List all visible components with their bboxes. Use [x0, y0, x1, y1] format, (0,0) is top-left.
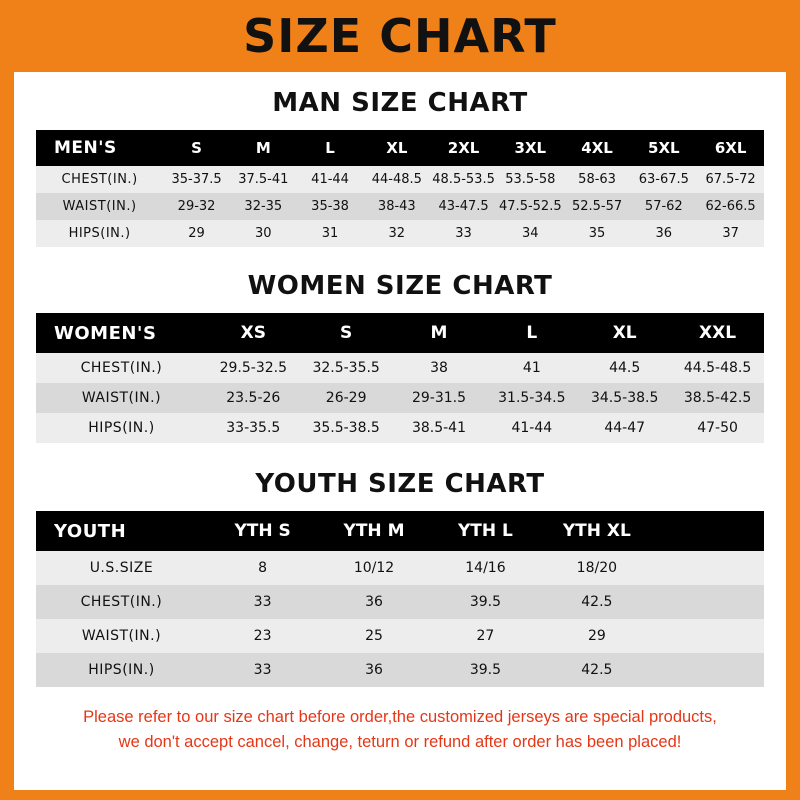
women-r0-c6: 44.5-48.5: [683, 360, 752, 376]
men-header-cell-0: MEN'S: [54, 138, 117, 158]
youth-r0-c0: U.S.SIZE: [89, 560, 154, 576]
men-header-cell-3: L: [325, 139, 335, 157]
women-r1-c4: 31.5-34.5: [498, 390, 566, 406]
youth-r1-c3: 39.5: [469, 594, 502, 610]
men-r0-c5: 48.5-53.5: [432, 172, 495, 187]
men-r1-c9: 62-66.5: [705, 199, 756, 214]
women-r1-c2: 26-29: [325, 390, 367, 406]
chart-content: [14, 88, 786, 755]
women-r1-c0: WAIST(IN.): [81, 390, 162, 406]
youth-r2-c0: WAIST(IN.): [81, 628, 162, 644]
women-r2-c3: 38.5-41: [411, 420, 466, 436]
women-r2-c5: 44-47: [604, 420, 646, 436]
youth-table-body: [36, 551, 764, 687]
men-r0-c3: 41-44: [311, 172, 349, 187]
women-r0-c4: 41: [522, 360, 541, 376]
men-header-cell-4: XL: [386, 139, 408, 157]
header-banner: [0, 0, 800, 72]
men-r2-c7: 35: [588, 226, 606, 241]
youth-r2-c5: [653, 619, 764, 653]
men-r1-c3: 35-38: [311, 199, 349, 214]
women-r2-c6: 47-50: [697, 420, 738, 436]
youth-r3-c1: 33: [253, 662, 272, 678]
women-r1-c1: 23.5-26: [226, 390, 281, 406]
women-size-table: [36, 313, 764, 443]
women-header-cell-0: WOMEN'S: [54, 322, 157, 344]
youth-r3-c3: 39.5: [469, 662, 502, 678]
youth-r1-c1: 33: [253, 594, 272, 610]
table-row: [36, 383, 764, 413]
women-r2-c2: 35.5-38.5: [312, 420, 380, 436]
youth-r1-c4: 42.5: [581, 594, 613, 610]
women-header-cell-1: XS: [240, 323, 266, 343]
youth-table-head: [36, 511, 764, 551]
men-table-body: [36, 166, 764, 247]
women-r2-c0: HIPS(IN.): [88, 420, 155, 436]
table-row: [36, 619, 764, 653]
men-header-cell-2: M: [255, 139, 271, 157]
table-row: [36, 585, 764, 619]
youth-r1-c5: [653, 585, 764, 619]
table-row: [36, 193, 764, 220]
men-r0-c1: 35-37.5: [171, 172, 222, 187]
women-r0-c1: 29.5-32.5: [219, 360, 287, 376]
youth-size-table-wrapper: [36, 511, 764, 687]
men-r0-c4: 44-48.5: [371, 172, 422, 187]
men-r1-c2: 32-35: [244, 199, 283, 214]
men-header-cell-5: 2XL: [447, 139, 480, 157]
women-header-cell-4: L: [526, 323, 538, 343]
youth-header-cell-4: YTH XL: [562, 521, 631, 541]
youth-r0-c4: 18/20: [576, 560, 618, 576]
youth-r3-c5: [653, 653, 764, 687]
women-section-title: WOMEN SIZE CHART: [247, 271, 553, 301]
youth-r0-c2: 10/12: [353, 560, 395, 576]
men-r1-c0: WAIST(IN.): [62, 199, 137, 214]
women-r0-c2: 32.5-35.5: [312, 360, 380, 376]
table-row: [36, 551, 764, 585]
youth-r2-c3: 27: [476, 628, 495, 644]
men-r2-c2: 30: [255, 226, 272, 241]
youth-r1-c0: CHEST(IN.): [80, 594, 163, 610]
men-section-title: MAN SIZE CHART: [272, 88, 528, 118]
youth-r2-c2: 25: [365, 628, 383, 644]
youth-r3-c2: 36: [365, 662, 383, 678]
men-r2-c5: 33: [455, 226, 472, 241]
men-header-cell-1: S: [191, 139, 202, 157]
men-size-table-wrapper: [36, 130, 764, 247]
men-r1-c8: 57-62: [644, 199, 683, 214]
men-r2-c1: 29: [188, 226, 205, 241]
youth-r2-c1: 23: [253, 628, 272, 644]
women-r1-c6: 38.5-42.5: [683, 390, 752, 406]
women-r2-c4: 41-44: [511, 420, 553, 436]
men-table-head: [36, 130, 764, 166]
men-r0-c7: 58-63: [578, 172, 616, 187]
men-r1-c6: 47.5-52.5: [499, 199, 562, 214]
men-header-cell-7: 4XL: [581, 139, 613, 157]
youth-r3-c4: 42.5: [581, 662, 613, 678]
youth-section-title: YOUTH SIZE CHART: [255, 469, 545, 499]
women-header-cell-3: M: [430, 323, 448, 343]
women-r0-c3: 38: [430, 360, 448, 376]
men-r1-c1: 29-32: [177, 199, 216, 214]
women-header-cell-5: XL: [612, 323, 637, 343]
youth-header-cell-1: YTH S: [234, 521, 291, 541]
women-header-cell-6: XXL: [699, 323, 737, 343]
women-table-head: [36, 313, 764, 353]
men-size-table: [36, 130, 764, 247]
men-r0-c2: 37.5-41: [238, 172, 289, 187]
men-header-row: [36, 130, 764, 166]
youth-r0-c5: [653, 551, 764, 585]
women-r0-c0: CHEST(IN.): [80, 360, 163, 376]
men-r1-c4: 38-43: [377, 199, 416, 214]
men-r1-c7: 52.5-57: [571, 199, 623, 214]
women-r0-c5: 44.5: [609, 360, 641, 376]
youth-header-cell-3: YTH L: [457, 521, 513, 541]
women-table-body: [36, 353, 764, 443]
table-row: [36, 353, 764, 383]
page-title: SIZE CHART: [243, 9, 557, 63]
men-r2-c3: 31: [321, 226, 339, 241]
men-header-cell-6: 3XL: [514, 139, 547, 157]
youth-r0-c3: 14/16: [465, 560, 506, 576]
men-r0-c8: 63-67.5: [638, 172, 689, 187]
men-header-cell-9: 6XL: [714, 139, 747, 157]
table-row: [36, 653, 764, 687]
youth-size-table: [36, 511, 764, 687]
women-r1-c5: 34.5-38.5: [590, 390, 659, 406]
women-header-cell-2: S: [340, 323, 353, 343]
table-row: [36, 166, 764, 193]
table-row: [36, 413, 764, 443]
men-r2-c8: 36: [655, 226, 673, 241]
youth-header-cell-0: YOUTH: [54, 520, 127, 542]
youth-header-row: [36, 511, 764, 551]
men-r0-c9: 67.5-72: [705, 172, 756, 187]
men-r2-c4: 32: [388, 226, 406, 241]
youth-header-cell-5: [653, 511, 764, 551]
disclaimer-line-2: we don't accept cancel, change, teturn or refund after order has been placed!: [118, 732, 682, 751]
disclaimer-note: [36, 705, 764, 755]
youth-header-cell-2: YTH M: [343, 521, 405, 541]
men-r2-c6: 34: [522, 226, 539, 241]
women-size-table-wrapper: [36, 313, 764, 443]
women-r1-c3: 29-31.5: [411, 390, 466, 406]
disclaimer-line-1: Please refer to our size chart before order,the customized jerseys are special products,: [83, 708, 717, 726]
men-r1-c5: 43-47.5: [438, 199, 489, 214]
women-header-row: [36, 313, 764, 353]
youth-r3-c0: HIPS(IN.): [88, 662, 155, 678]
men-r0-c0: CHEST(IN.): [61, 172, 138, 187]
women-r2-c1: 33-35.5: [226, 420, 281, 436]
men-r2-c0: HIPS(IN.): [68, 226, 131, 241]
men-header-cell-8: 5XL: [648, 139, 680, 157]
youth-r1-c2: 36: [365, 594, 383, 610]
men-r2-c9: 37: [722, 226, 739, 241]
men-r0-c6: 53.5-58: [505, 172, 556, 187]
table-row: [36, 220, 764, 247]
youth-r0-c1: 8: [258, 560, 268, 576]
youth-r2-c4: 29: [587, 628, 606, 644]
bottom-strip: [0, 790, 800, 800]
